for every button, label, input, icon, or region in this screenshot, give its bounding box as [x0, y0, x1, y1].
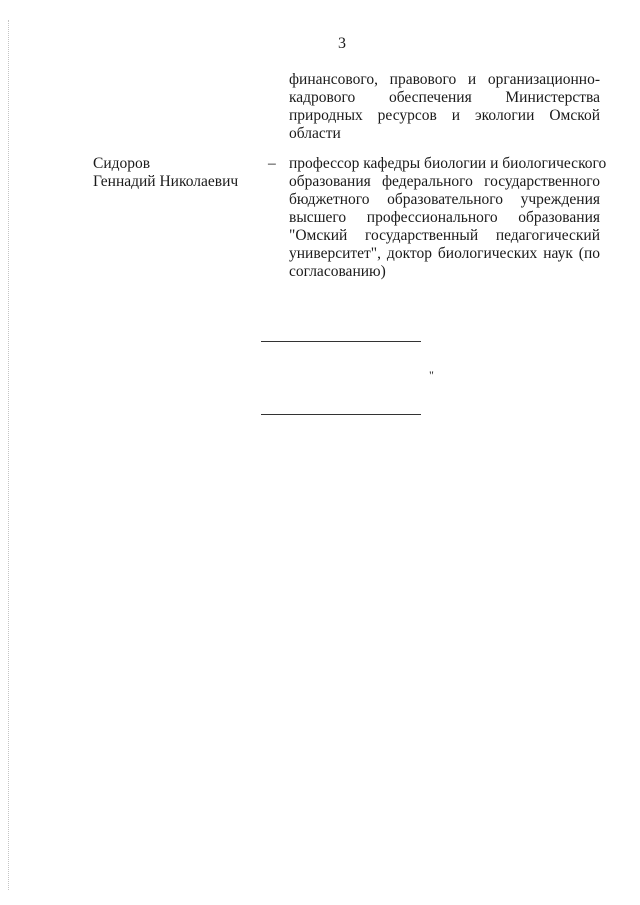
page-number: 3: [338, 35, 346, 52]
member-name: [93, 155, 263, 191]
member-description: [289, 155, 607, 281]
divider-line-top: [261, 341, 421, 342]
member-surname: Сидоров: [93, 155, 151, 172]
continuation-line: кадрового обеспечения Министерства: [289, 89, 600, 106]
divider-line-bottom: [261, 414, 421, 415]
description-line: согласованию): [289, 263, 386, 280]
member-separator: –: [268, 155, 276, 172]
description-line: "Омский государственный педагогический: [289, 227, 600, 244]
scan-edge-artifact: [8, 20, 9, 890]
continuation-line: природных ресурсов и экологии Омской: [289, 107, 600, 124]
description-line: университет", доктор биологических наук (по: [289, 245, 600, 262]
continuation-line: области: [289, 125, 341, 142]
continuation-line: финансового, правового и организационно-: [289, 71, 600, 88]
member-given-names: Геннадий Николаевич: [93, 173, 239, 190]
description-line: образования федерального государственного: [289, 173, 600, 190]
closing-quote-mark: ": [429, 368, 434, 382]
description-line: высшего профессионального образования: [289, 209, 600, 226]
description-line: профессор кафедры биологии и биологического: [289, 155, 607, 172]
description-line: бюджетного образовательного учреждения: [289, 191, 600, 208]
continuation-text: [289, 71, 600, 143]
